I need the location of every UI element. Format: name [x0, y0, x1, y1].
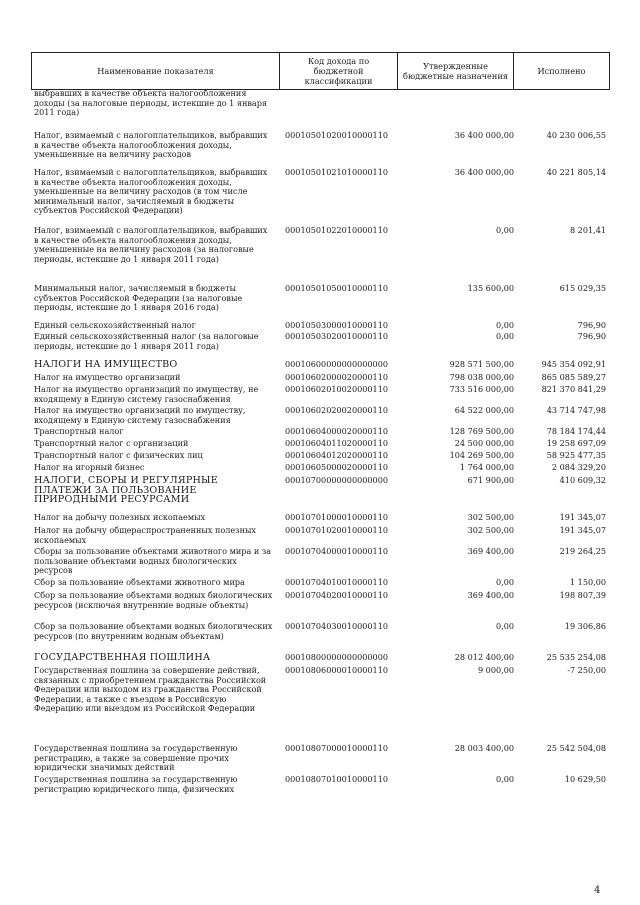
row-name: Налог на добычу полезных ископаемых — [34, 512, 206, 522]
row-done: 78 184 174,44 — [546, 426, 606, 436]
row-plan: 28 012 400,00 — [454, 652, 514, 662]
row-name: Транспортный налог с организаций — [34, 438, 189, 448]
row-plan: 928 571 500,00 — [449, 359, 514, 369]
row-name: выбравших в качестве объекта налогообложения доходы (за налоговые периоды, истекшие до 1 января 2011 года) — [34, 88, 268, 118]
row-code: 00010501020010000110 — [285, 130, 388, 140]
row-plan: 36 400 000,00 — [454, 130, 514, 140]
table-row — [31, 451, 609, 462]
row-plan: 0,00 — [495, 225, 514, 235]
row-code: 00010602010020000110 — [285, 384, 388, 394]
row-done: 615 029,35 — [559, 283, 606, 293]
row-name: НАЛОГИ НА ИМУЩЕСТВО — [34, 359, 178, 370]
row-code: 00010704010010000110 — [285, 577, 388, 587]
row-name: ГОСУДАРСТВЕННАЯ ПОШЛИНА — [34, 652, 211, 663]
row-code: 00010602020020000110 — [285, 405, 388, 415]
row-code: 00010700000000000000 — [285, 475, 388, 485]
table-row — [31, 578, 609, 590]
row-plan: 733 516 000,00 — [449, 384, 514, 394]
row-code: 00010600000000000000 — [285, 359, 388, 369]
row-code: 00010604011020000110 — [285, 438, 388, 448]
row-plan: 798 038 000,00 — [449, 372, 514, 382]
row-code: 00010807000010000110 — [285, 743, 388, 753]
table-row — [31, 226, 609, 283]
row-done: 40 230 006,55 — [546, 130, 606, 140]
row-name: Транспортный налог — [34, 426, 124, 436]
row-done: 25 535 254,08 — [546, 652, 606, 662]
row-code: 00010807010010000110 — [285, 774, 388, 784]
row-code: 00010503000010000110 — [285, 320, 388, 330]
row-name: Налог на добычу общераспространенных полезных ископаемых — [34, 525, 256, 545]
header-plan: Утвержденные бюджетные назначения — [398, 53, 514, 90]
row-plan: 28 003 400,00 — [454, 743, 514, 753]
row-done: 796,90 — [577, 331, 606, 341]
table-row — [31, 775, 609, 797]
row-done: 1 150,00 — [569, 577, 606, 587]
row-plan: 1 764 000,00 — [459, 462, 514, 472]
table-row — [31, 513, 609, 525]
row-name: Налог на имущество организаций по имуществу, входящему в Единую систему газоснабжения — [34, 405, 246, 425]
table-row — [31, 321, 609, 331]
row-name: Налог на имущество организаций — [34, 372, 181, 382]
row-code: 00010501050010000110 — [285, 283, 388, 293]
table-row — [31, 526, 609, 546]
table-row — [31, 463, 609, 475]
row-code: 00010501021010000110 — [285, 167, 388, 177]
row-done: 410 609,32 — [559, 475, 606, 485]
row-plan: 302 500,00 — [467, 525, 514, 535]
row-code: 00010800000000000000 — [285, 652, 388, 662]
row-name: Единый сельскохозяйственный налог (за налоговые периоды, истекшие до 1 января 2011 года) — [34, 331, 259, 351]
row-done: 2 084 329,20 — [551, 462, 606, 472]
row-code: 00010503020010000110 — [285, 331, 388, 341]
row-code: 00010704020010000110 — [285, 590, 388, 600]
row-name: Сбор за пользование объектами водных биологических ресурсов (исключая внутренние водные объекты) — [34, 590, 273, 610]
row-done: 19 306,86 — [564, 621, 606, 631]
row-done: 25 542 504,08 — [546, 743, 606, 753]
row-plan: 9 000,00 — [477, 665, 514, 675]
row-plan: 0,00 — [495, 577, 514, 587]
row-plan: 369 400,00 — [467, 590, 514, 600]
table-row — [31, 591, 609, 621]
row-plan: 369 400,00 — [467, 546, 514, 556]
row-plan: 128 769 500,00 — [449, 426, 514, 436]
header-name: Наименование показателя — [32, 53, 280, 90]
table-row — [31, 168, 609, 225]
row-code: 00010604000020000110 — [285, 426, 388, 436]
row-done: 198 807,39 — [559, 590, 606, 600]
row-code: 00010605000020000110 — [285, 462, 388, 472]
row-name: Сборы за пользование объектами животного мира и за пользование объектами водных биологических ресурсов — [34, 546, 272, 576]
row-name: Налог, взимаемый с налогоплательщиков, выбравших в качестве объекта налогообложения доходы, уменьшенные на величину расходов — [34, 130, 268, 160]
row-done: 8 201,41 — [569, 225, 606, 235]
row-code: 00010701020010000110 — [285, 525, 388, 535]
row-done: 821 370 841,29 — [541, 384, 606, 394]
row-plan: 24 500 000,00 — [454, 438, 514, 448]
row-done: 865 085 589,27 — [541, 372, 606, 382]
row-name: Налог, взимаемый с налогоплательщиков, выбравших в качестве объекта налогообложения доходы, уменьшенные на величину расходов (за налоговые периоды, истекшие до 1 января 2011 года) — [34, 225, 268, 264]
row-done: 19 258 697,09 — [546, 438, 606, 448]
row-code: 00010704030010000110 — [285, 621, 388, 631]
row-done: -7 250,00 — [567, 665, 606, 675]
table-row — [31, 666, 609, 742]
row-done: 219 264,25 — [559, 546, 606, 556]
row-plan: 135 600,00 — [467, 283, 514, 293]
row-code: 00010602000020000110 — [285, 372, 388, 382]
row-code: 00010704000010000110 — [285, 546, 388, 556]
row-name: Транспортный налог с физических лиц — [34, 450, 203, 460]
row-plan: 0,00 — [495, 331, 514, 341]
row-name: НАЛОГИ, СБОРЫ И РЕГУЛЯРНЫЕ ПЛАТЕЖИ ЗА ПОЛЬЗОВАНИЕ ПРИРОДНЫМИ РЕСУРСАМИ — [34, 475, 218, 506]
header-code: Код дохода по бюджетной классификации — [280, 53, 398, 90]
row-plan: 36 400 000,00 — [454, 167, 514, 177]
table-row — [31, 131, 609, 167]
row-name: Налог на игорный бизнес — [34, 462, 145, 472]
row-name: Сбор за пользование объектами животного мира — [34, 577, 245, 587]
row-name: Государственная пошлина за государственную регистрацию, а также за совершение прочих юридически значимых действий — [34, 743, 238, 773]
row-name: Государственная пошлина за совершение действий, связанных с приобретением гражданства Российской Федерации или выходом из гражданства Российской Федерации, а также с въездом в Российскую Федерацию или выездом из Российской Федерации — [34, 665, 267, 714]
table-row — [31, 547, 609, 577]
row-plan: 0,00 — [495, 320, 514, 330]
row-done: 58 925 477,35 — [546, 450, 606, 460]
row-name: Государственная пошлина за государственную регистрацию юридического лица, физических — [34, 774, 238, 794]
table-row — [31, 744, 609, 774]
row-name: Налог, взимаемый с налогоплательщиков, выбравших в качестве объекта налогообложения доходы, уменьшенные на величину расходов (в том числе минимальный налог, зачисляемый в бюджеты субъектов Российской Федерации) — [34, 167, 268, 216]
row-plan: 0,00 — [495, 774, 514, 784]
header-done: Исполнено — [514, 53, 610, 90]
table-row — [31, 89, 609, 129]
row-name: Единый сельскохозяйственный налог — [34, 320, 196, 330]
table-row — [31, 360, 609, 372]
row-name: Минимальный налог, зачисляемый в бюджеты субъектов Российской Федерации (за налоговые периоды, истекшие до 1 января 2016 года) — [34, 283, 243, 313]
table-row — [31, 439, 609, 450]
row-plan: 671 900,00 — [467, 475, 514, 485]
row-done: 945 354 092,91 — [541, 359, 606, 369]
row-done: 191 345,07 — [559, 525, 606, 535]
row-done: 43 714 747,98 — [546, 405, 606, 415]
row-code: 00010501022010000110 — [285, 225, 388, 235]
row-code: 00010604012020000110 — [285, 450, 388, 460]
table-row — [31, 284, 609, 320]
table-row — [31, 373, 609, 384]
row-name: Налог на имущество организаций по имуществу, не входящему в Единую систему газоснабжения — [34, 384, 259, 404]
row-done: 10 629,50 — [564, 774, 606, 784]
table-row — [31, 406, 609, 426]
table-row — [31, 653, 609, 665]
row-plan: 0,00 — [495, 621, 514, 631]
table-row — [31, 385, 609, 405]
row-plan: 302 500,00 — [467, 512, 514, 522]
row-done: 40 221 805,14 — [546, 167, 606, 177]
table-header — [31, 52, 610, 90]
row-name: Сбор за пользование объектами водных биологических ресурсов (по внутренним водным объектам) — [34, 621, 273, 641]
table-row — [31, 427, 609, 438]
row-plan: 104 269 500,00 — [449, 450, 514, 460]
table-row — [31, 332, 609, 359]
row-code: 00010806000010000110 — [285, 665, 388, 675]
page-number: 4 — [594, 885, 601, 896]
row-done: 191 345,07 — [559, 512, 606, 522]
row-done: 796,90 — [577, 320, 606, 330]
row-plan: 64 522 000,00 — [454, 405, 514, 415]
table-row — [31, 622, 609, 652]
table-row — [31, 476, 609, 512]
row-code: 00010701000010000110 — [285, 512, 388, 522]
